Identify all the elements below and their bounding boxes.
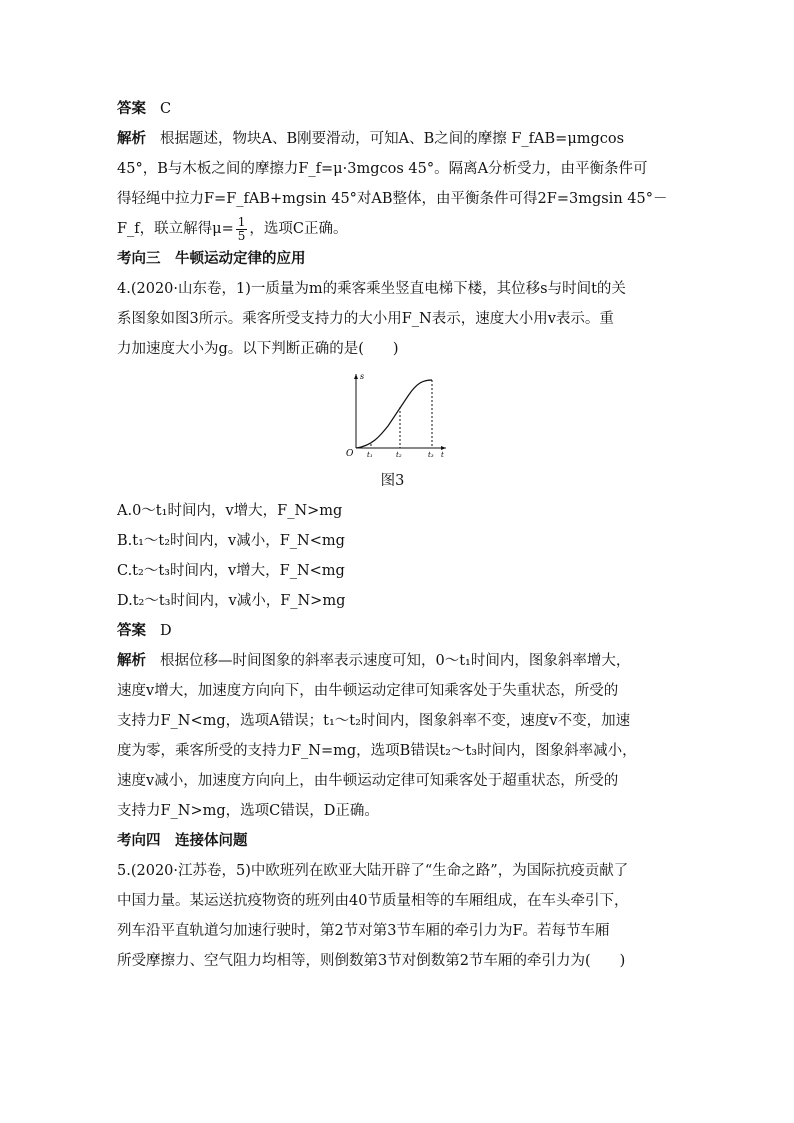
tick-t2: t₂ (396, 451, 402, 459)
option-d: D.t₂～t₃时间内，v减小，F_N>mg (117, 593, 346, 609)
question-5-line-3: 列车沿平直轨道匀加速行驶时，第2节对第3节车厢的牵引力为F。若每节车厢 (117, 923, 610, 939)
analysis-2-line-2: 速度v增大，加速度方向向下，由牛顿运动定律可知乘客处于失重状态，所受的 (117, 683, 619, 699)
x-axis-arrow (441, 446, 446, 450)
analysis-text: 根据位移—时间图象的斜率表示速度可知，0～t₁时间内，图象斜率增大， (160, 653, 631, 669)
analysis-text: ，选项C正确。 (249, 221, 348, 237)
answer-value: D (160, 623, 172, 639)
answer-value: C (160, 101, 172, 117)
answer-line-2 (117, 616, 682, 646)
analysis-label: 解析 (117, 131, 146, 147)
question-4-line-2: 系图象如图3所示。乘客所受支持力的大小用F_N表示，速度大小用v表示。重 (117, 311, 614, 327)
answer-label: 答案 (117, 101, 146, 117)
question-4-line-1: 4.(2020·山东卷，1)一质量为m的乘客乘坐竖直电梯下楼，其位移s与时间t的关 (117, 281, 626, 297)
tick-t3: t₃ (428, 451, 434, 459)
question-4-line-3: 力加速度大小为g。以下判断正确的是( ) (117, 341, 399, 357)
option-b: B.t₁～t₂时间内，v减小，F_N<mg (117, 533, 345, 549)
figure-3 (117, 370, 682, 462)
analysis-text: 根据题述，物块A、B刚要滑动，可知A、B之间的摩擦 (160, 131, 507, 147)
analysis-label: 解析 (117, 653, 146, 669)
analysis-line-2: 45°，B与木板之间的摩擦力F_f=μ·3mgcos 45°。隔离A分析受力，由平衡条件可 (117, 161, 648, 177)
displacement-curve (356, 380, 432, 448)
figure-caption: 图3 (380, 473, 405, 489)
answer-label: 答案 (117, 623, 146, 639)
question-5-line-1: 5.(2020·江苏卷，5)中欧班列在欧亚大陆开辟了“生命之路”，为国际抗疫贡献了 (117, 863, 629, 879)
fraction (236, 216, 248, 243)
analysis-2-line-1 (117, 646, 682, 676)
section-heading-4: 考向四 连接体问题 (117, 833, 248, 849)
fraction-numerator: 1 (237, 214, 246, 229)
y-axis-label: s (360, 372, 365, 381)
tick-t1: t₁ (367, 451, 373, 459)
y-axis-arrow (354, 374, 358, 379)
x-axis-label: t (441, 451, 444, 459)
analysis-line-4 (117, 214, 682, 244)
question-5-line-2: 中国力量。某运送抗疫物资的班列由40节质量相等的车厢组成，在车头牵引下， (117, 893, 629, 909)
analysis-2-line-5: 速度v减小，加速度方向向上，由牛顿运动定律可知乘客处于超重状态，所受的 (117, 773, 619, 789)
analysis-2-line-4: 度为零，乘客所受的支持力F_N=mg，选项B错误t₂～t₃时间内，图象斜率减小， (117, 743, 637, 759)
analysis-2-line-6: 支持力F_N>mg，选项C错误，D正确。 (117, 803, 379, 819)
question-5-line-4: 所受摩擦力、空气阻力均相等，则倒数第3节对倒数第2节车厢的牵引力为( ) (117, 953, 626, 969)
origin-label: O (346, 449, 354, 459)
content (117, 94, 682, 976)
analysis-formula: F_fAB=μmgcos (511, 131, 625, 147)
option-a: A.0～t₁时间内，v增大，F_N>mg (117, 503, 343, 519)
analysis-line-3: 得轻绳中拉力F=F_fAB+mgsin 45°对AB整体，由平衡条件可得2F=3mgsin 45°－ (117, 191, 668, 207)
analysis-text: F_f，联立解得μ= (117, 221, 234, 237)
option-c: C.t₂～t₃时间内，v增大，F_N<mg (117, 563, 345, 579)
section-heading-3: 考向三 牛顿运动定律的应用 (117, 251, 306, 267)
analysis-2-line-3: 支持力F_N<mg，选项A错误；t₁～t₂时间内，图象斜率不变，速度v不变，加速 (117, 713, 631, 729)
fraction-denominator: 5 (237, 228, 246, 243)
s-t-graph (342, 370, 452, 460)
answer-line-1 (117, 94, 682, 124)
analysis-line-1 (117, 124, 682, 154)
